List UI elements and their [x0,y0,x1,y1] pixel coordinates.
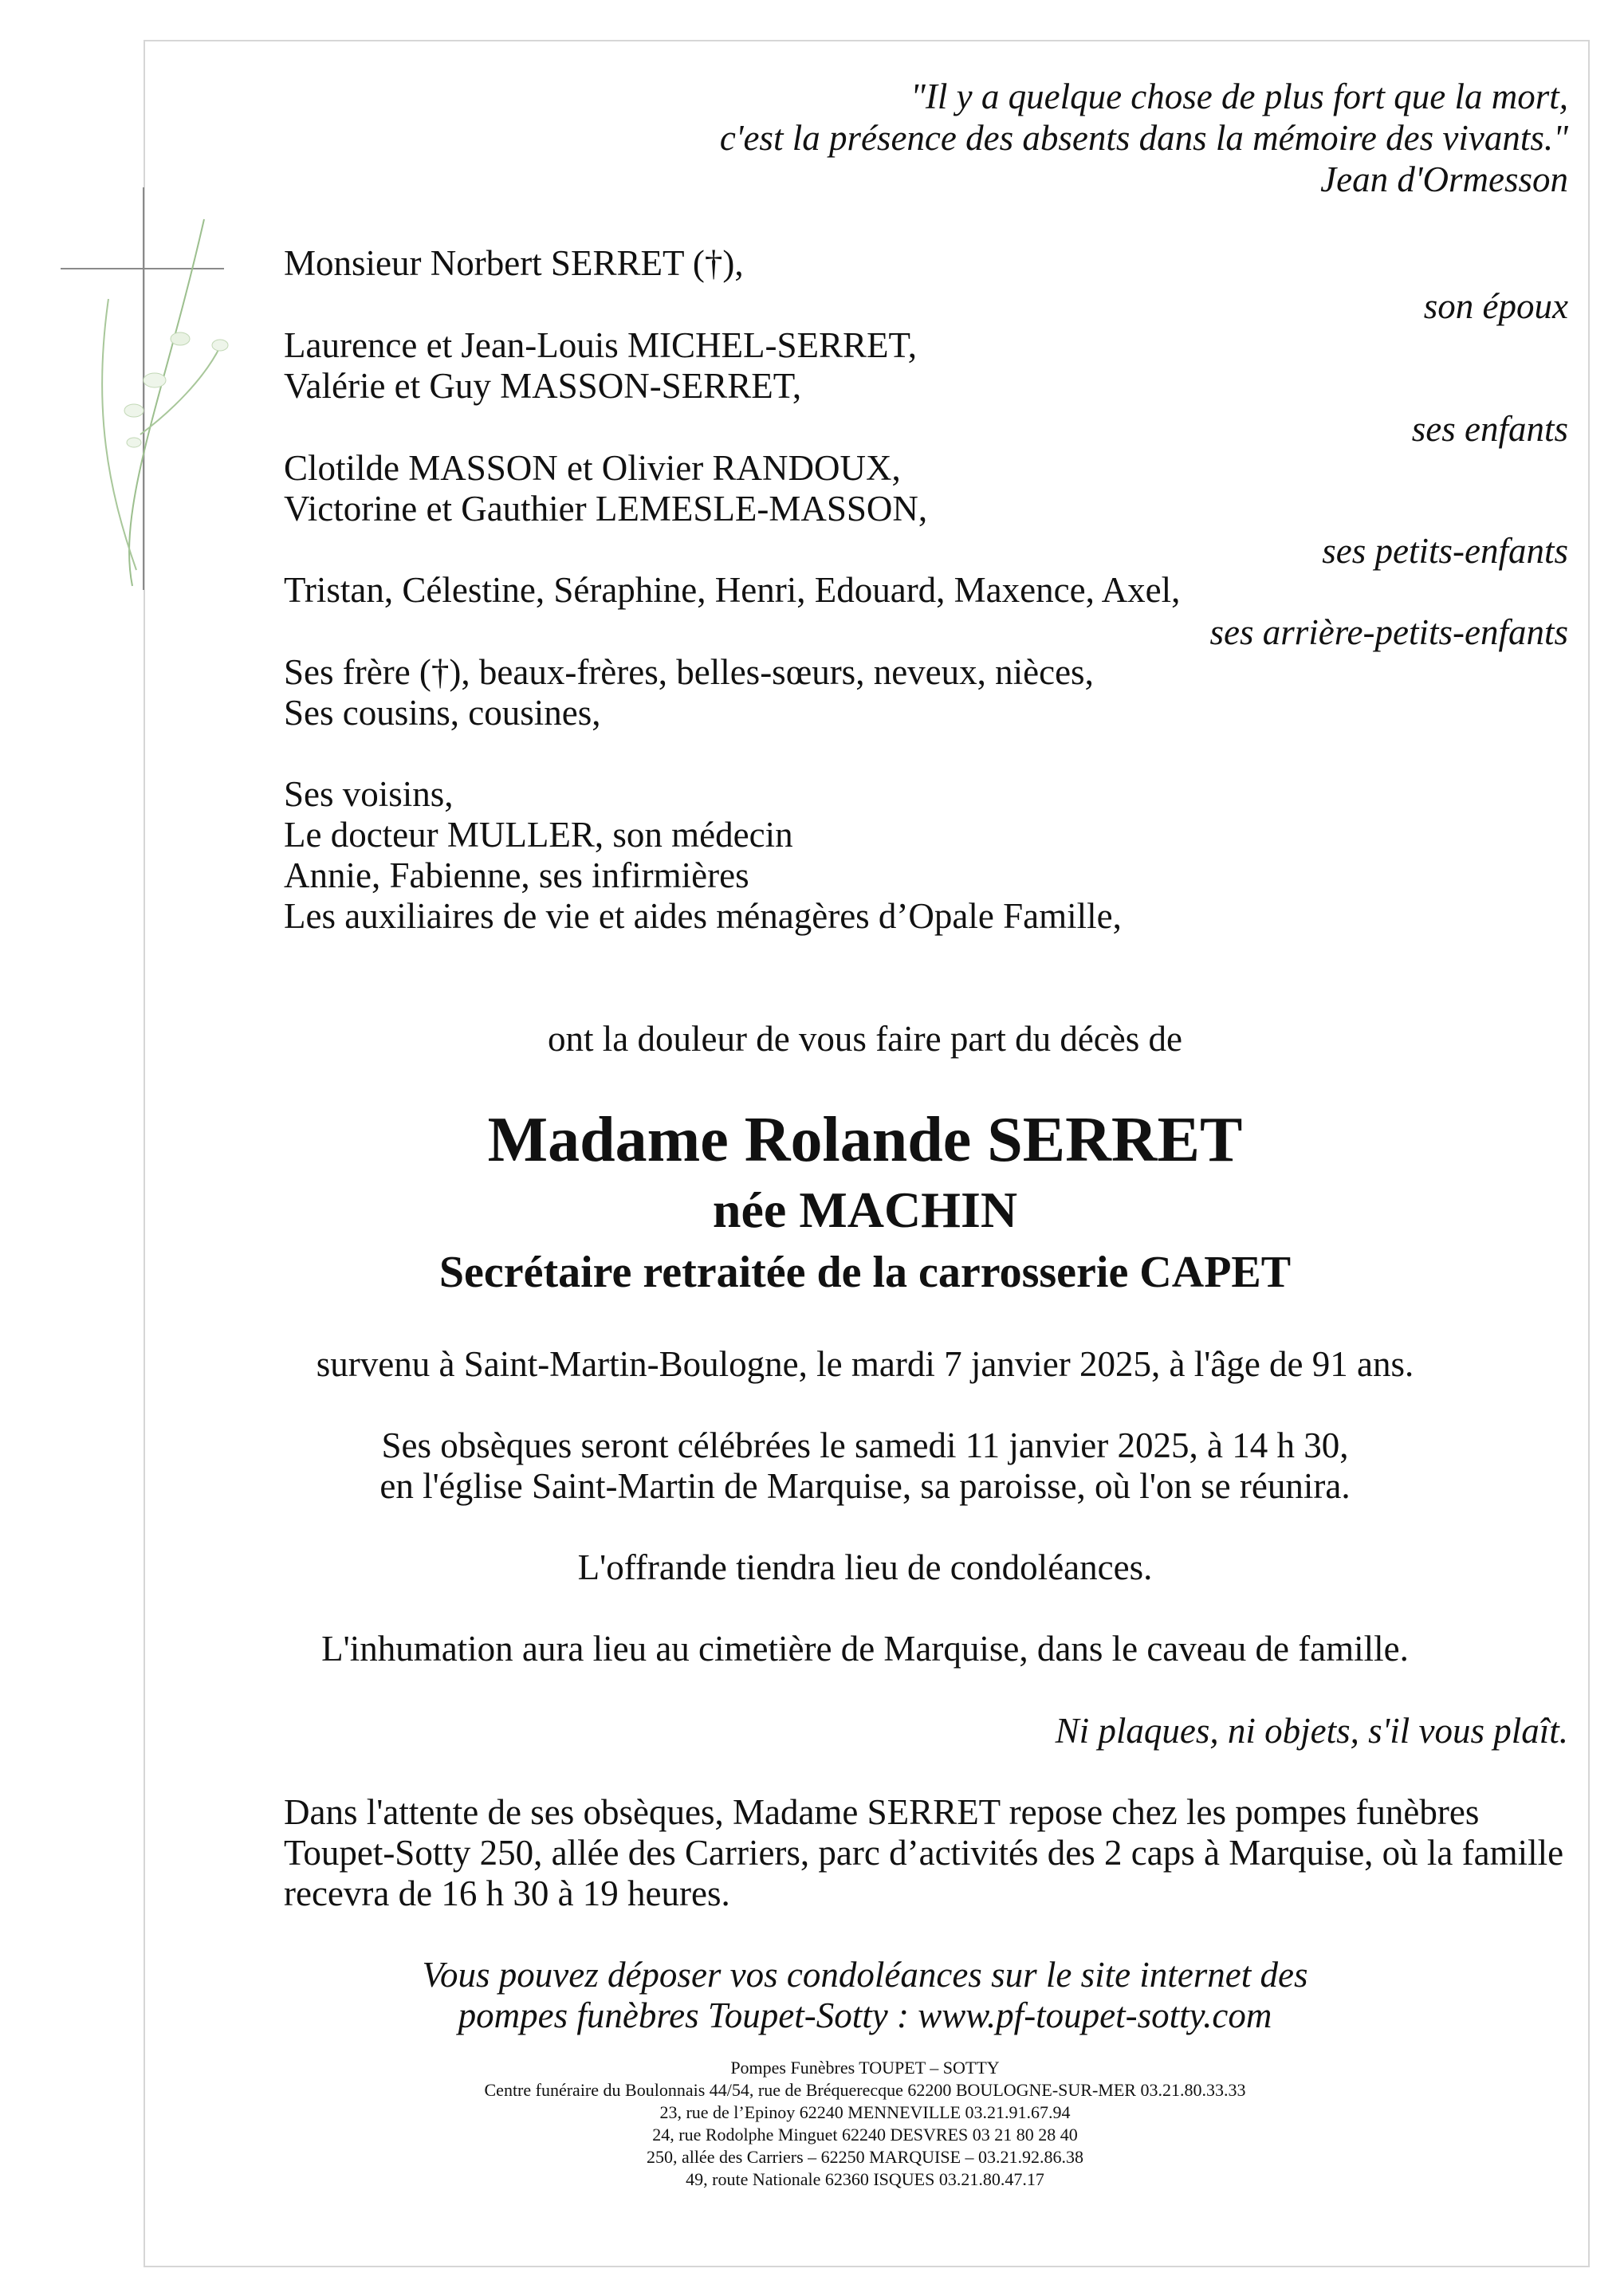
cross-with-lily-icon [61,171,236,602]
husband-relation: son époux [1423,286,1568,326]
funeral-line-2: en l'église Saint-Martin de Marquise, sa paroisse, où l'on se réunira. [379,1466,1351,1506]
quote-line-1: "Il y a quelque chose de plus fort que la mort, [910,77,1568,116]
funeral-home-footer [144,2057,1587,2191]
offering-note: L'offrande tiendra lieu de condoléances. [577,1547,1153,1587]
footer-line: Centre funéraire du Boulonnais 44/54, rue de Bréquerecque 62200 BOULOGNE-SUR-MER 03.21.80.33.33 [484,2080,1246,2100]
grandchild-1: Clotilde MASSON et Olivier RANDOUX, [284,448,901,488]
death-details: survenu à Saint-Martin-Boulogne, le mardi 7 janvier 2025, à l'âge de 91 ans. [316,1344,1414,1384]
others-3: Annie, Fabienne, ses infirmières [284,855,749,895]
others-4: Les auxiliaires de vie et aides ménagères d’Opale Famille, [284,896,1122,936]
extended-family-2: Ses cousins, cousines, [284,693,601,733]
announcement-intro: ont la douleur de vous faire part du décès de [548,1019,1182,1059]
children-relation: ses enfants [1411,409,1568,449]
quote-author: Jean d'Ormesson [1320,159,1568,199]
footer-line: 24, rue Rodolphe Minguet 62240 DESVRES 03 21 80 28 40 [652,2125,1078,2145]
maiden-name: née MACHIN [712,1181,1018,1238]
repose-line-1: Dans l'attente de ses obsèques, Madame SERRET repose chez les pompes funèbres [284,1792,1480,1832]
husband-name: Monsieur Norbert SERRET (†), [284,243,744,283]
funeral-line-1: Ses obsèques seront célébrées le samedi 11 janvier 2025, à 14 h 30, [381,1425,1349,1465]
footer-line: 250, allée des Carriers – 62250 MARQUISE – 03.21.92.86.38 [646,2147,1084,2167]
child-2: Valérie et Guy MASSON-SERRET, [284,366,802,406]
condolences-line-2: pompes funèbres Toupet-Sotty : www.pf-toupet-sotty.com [458,1995,1272,2035]
repose-line-2: Toupet-Sotty 250, allée des Carriers, parc d’activités des 2 caps à Marquise, où la famille [284,1833,1564,1873]
condolences-line-1: Vous pouvez déposer vos condoléances sur le site internet des [422,1955,1308,1995]
footer-line: 49, route Nationale 62360 ISQUES 03.21.80.47.17 [686,2169,1044,2189]
others-2: Le docteur MULLER, son médecin [284,815,793,855]
grandchild-2: Victorine et Gauthier LEMESLE-MASSON, [284,489,928,529]
no-flowers-note: Ni plaques, ni objets, s'il vous plaît. [1055,1711,1568,1751]
occupation: Secrétaire retraitée de la carrosserie CAPET [438,1248,1292,1297]
burial-note: L'inhumation aura lieu au cimetière de Marquise, dans le caveau de famille. [321,1629,1409,1669]
footer-line: 23, rue de l’Epinoy 62240 MENNEVILLE 03.21.91.67.94 [659,2102,1071,2122]
great-grandchildren-relation: ses arrière-petits-enfants [1209,612,1568,652]
child-1: Laurence et Jean-Louis MICHEL-SERRET, [284,325,917,365]
quote-line-2: c'est la présence des absents dans la mémoire des vivants." [719,118,1568,158]
repose-line-3: recevra de 16 h 30 à 19 heures. [284,1873,730,1913]
others-1: Ses voisins, [284,774,454,814]
epigraph-quote [720,76,1568,200]
great-grandchildren: Tristan, Célestine, Séraphine, Henri, Edouard, Maxence, Axel, [284,570,1181,610]
extended-family-1: Ses frère (†), beaux-frères, belles-sœurs, neveux, nièces, [284,652,1094,692]
grandchildren-relation: ses petits-enfants [1322,531,1568,571]
footer-line: Pompes Funèbres TOUPET – SOTTY [730,2058,1000,2078]
deceased-name: Madame Rolande SERRET [487,1105,1243,1175]
